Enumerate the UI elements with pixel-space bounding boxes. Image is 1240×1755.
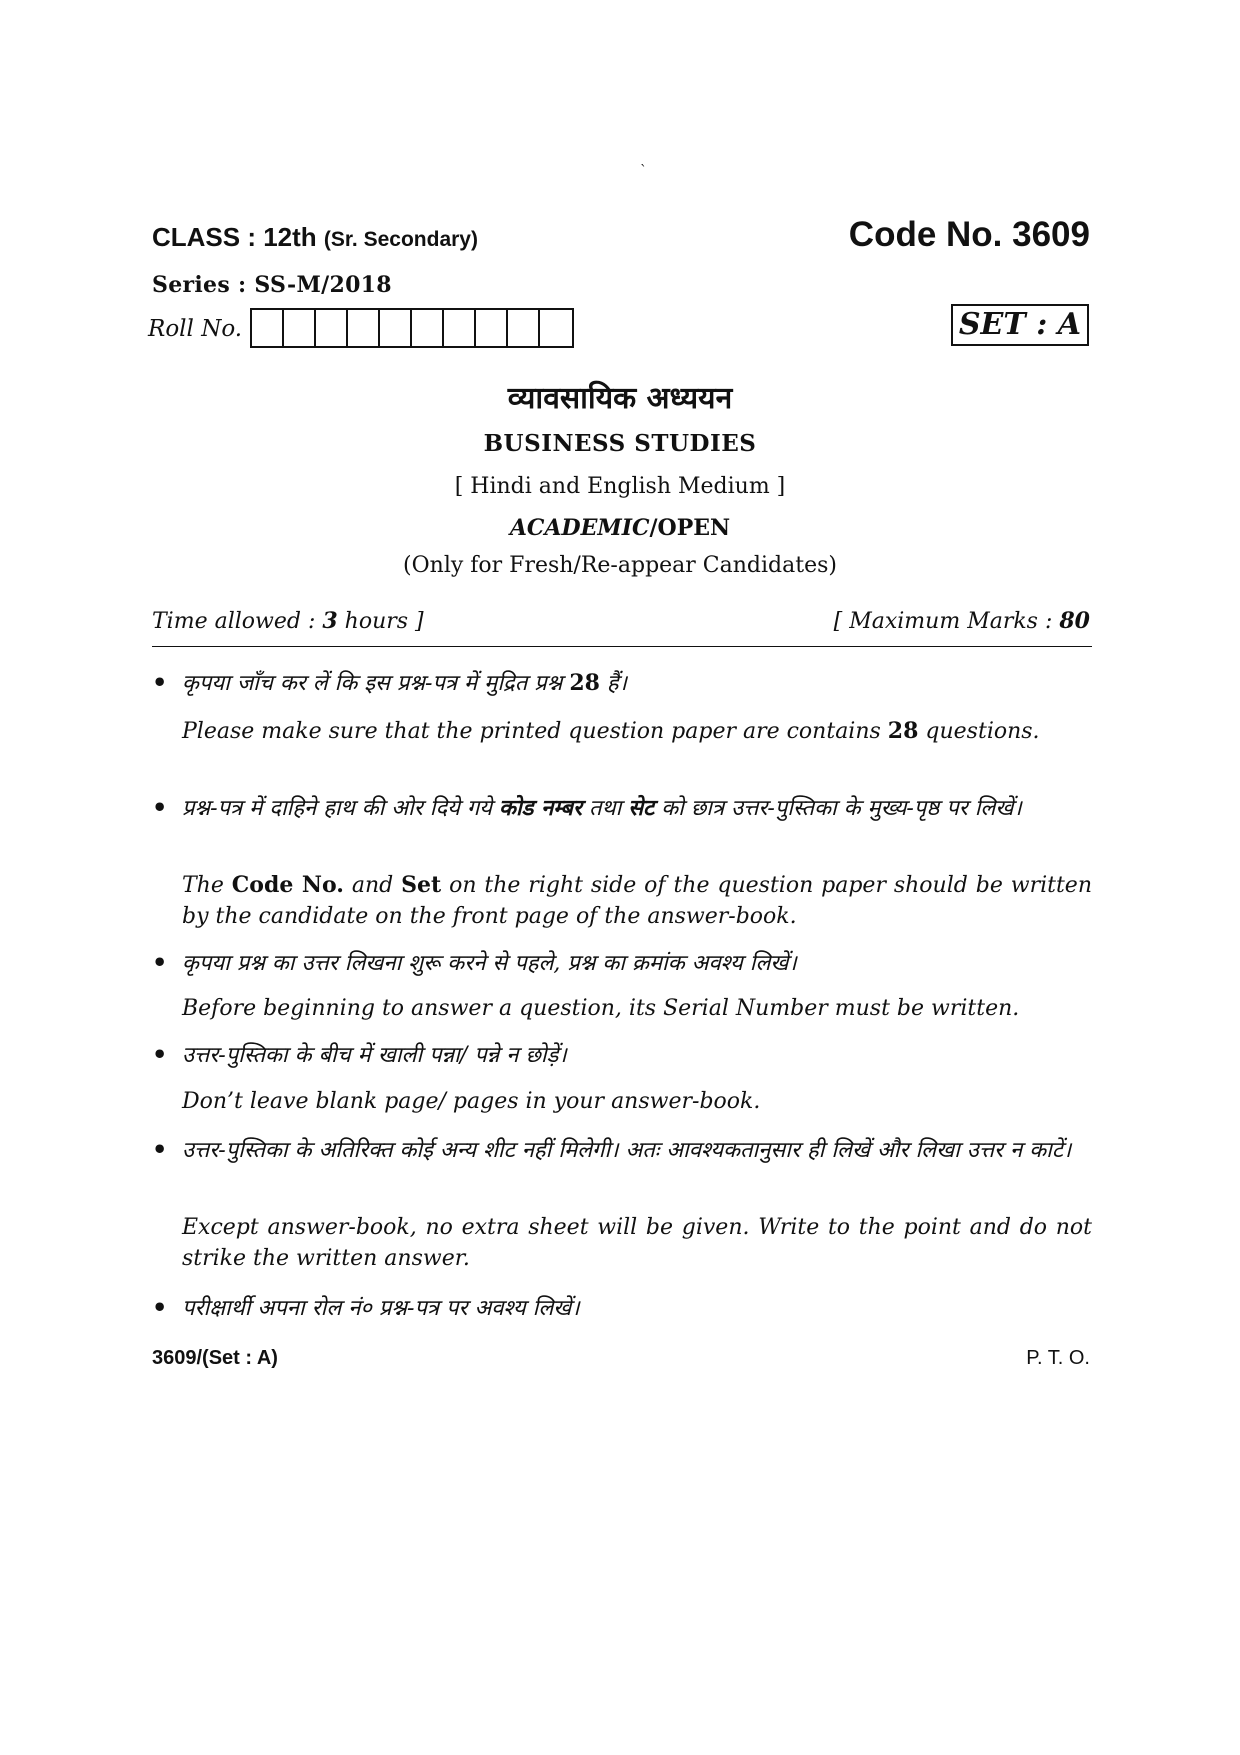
english-text: Please make sure that the printed question paper are contains bbox=[182, 719, 888, 744]
bullet: • bbox=[152, 1135, 168, 1164]
maximum-marks bbox=[834, 608, 1090, 634]
instruction-english: Don’t leave blank page/ pages in your answer-book. bbox=[182, 1089, 761, 1114]
hindi-text: को छात्र उत्तर-पुस्तिका के मुख्य-पृष्ठ पर लिखें। bbox=[654, 796, 1022, 821]
class-text: CLASS : 12th bbox=[152, 222, 317, 252]
medium-note: [ Hindi and English Medium ] bbox=[454, 474, 786, 499]
code-number: Code No. 3609 bbox=[848, 215, 1090, 254]
roll-digit-box[interactable] bbox=[252, 310, 284, 346]
roll-digit-box[interactable] bbox=[348, 310, 380, 346]
english-bold: Set bbox=[401, 872, 442, 898]
instruction-english: Before beginning to answer a question, its Serial Number must be written. bbox=[182, 996, 1020, 1021]
time-prefix: Time allowed : bbox=[152, 609, 323, 634]
series-label: Series : SS-M/2018 bbox=[152, 272, 392, 298]
english-text: questions. bbox=[918, 719, 1040, 744]
roll-number-label: Roll No. bbox=[148, 316, 243, 342]
open-text: /OPEN bbox=[649, 515, 731, 541]
time-allowed bbox=[152, 608, 424, 634]
bullet: • bbox=[152, 1040, 168, 1069]
instruction-english bbox=[182, 716, 1092, 747]
hindi-text: तथा bbox=[582, 796, 629, 821]
roll-digit-box[interactable] bbox=[412, 310, 444, 346]
hindi-text: कृपया जाँच कर लें कि इस प्रश्न-पत्र में मुद्रित प्रश्न bbox=[182, 671, 570, 696]
class-label bbox=[152, 222, 478, 253]
instruction-hindi bbox=[182, 793, 1092, 824]
roll-digit-box[interactable] bbox=[284, 310, 316, 346]
english-text: on the right side of the question paper should be written by the candidate on the front page of the answer-book. bbox=[182, 873, 1092, 929]
english-text: The bbox=[182, 873, 232, 898]
instruction-hindi: कृपया प्रश्न का उत्तर लिखना शुरू करने से पहले, प्रश्न का क्रमांक अवश्य लिखें। bbox=[182, 951, 797, 976]
stray-mark: ` bbox=[640, 163, 647, 179]
instruction-hindi: उत्तर-पुस्तिका के अतिरिक्त कोई अन्य शीट नहीं मिलेगी। अतः आवश्यकतानुसार ही लिखें और लिखा उत्तर न काटें। bbox=[182, 1138, 1072, 1163]
set-label-box: SET : A bbox=[951, 304, 1089, 346]
hindi-bold: कोड नम्बर bbox=[499, 795, 582, 821]
instruction-hindi: उत्तर-पुस्तिका के बीच में खाली पन्ना/ पन्ने न छोड़ें। bbox=[182, 1043, 567, 1068]
instruction-hindi bbox=[182, 668, 1092, 699]
candidate-note: (Only for Fresh/Re-appear Candidates) bbox=[403, 553, 837, 578]
time-value: 3 bbox=[322, 608, 338, 634]
page-turn-note: P. T. O. bbox=[1026, 1347, 1090, 1369]
academic-open-label bbox=[0, 515, 1240, 541]
bullet: • bbox=[152, 668, 168, 697]
subject-title: BUSINESS STUDIES bbox=[483, 430, 757, 457]
hindi-subject-title: व्यावसायिक अध्ययन bbox=[507, 381, 733, 416]
hindi-text: प्रश्न-पत्र में दाहिने हाथ की ओर दिये गये bbox=[182, 796, 500, 821]
class-suffix: (Sr. Secondary) bbox=[323, 228, 478, 251]
marks-value: 80 bbox=[1059, 608, 1090, 634]
roll-digit-box[interactable] bbox=[508, 310, 540, 346]
english-text: and bbox=[343, 873, 402, 898]
time-suffix: hours ] bbox=[337, 609, 424, 634]
roll-number-boxes[interactable] bbox=[250, 308, 574, 348]
roll-digit-box[interactable] bbox=[444, 310, 476, 346]
english-bold: 28 bbox=[887, 718, 919, 744]
marks-prefix: [ Maximum Marks : bbox=[833, 609, 1060, 634]
bullet: • bbox=[152, 793, 168, 822]
english-bold: Code No. bbox=[231, 872, 344, 898]
hindi-bold: सेट bbox=[628, 795, 655, 821]
instruction-english bbox=[182, 870, 1092, 932]
roll-digit-box[interactable] bbox=[476, 310, 508, 346]
hindi-bold: 28 bbox=[569, 670, 600, 696]
instruction-english: Except answer-book, no extra sheet will be given. Write to the point and do not strike the written answer. bbox=[182, 1215, 1092, 1271]
divider-rule bbox=[152, 646, 1092, 647]
bullet: • bbox=[152, 1293, 168, 1322]
academic-text: ACADEMIC bbox=[509, 515, 650, 541]
bullet: • bbox=[152, 948, 168, 977]
footer-code: 3609/(Set : A) bbox=[152, 1347, 278, 1369]
hindi-text: हैं। bbox=[599, 671, 627, 696]
roll-digit-box[interactable] bbox=[316, 310, 348, 346]
roll-digit-box[interactable] bbox=[540, 310, 572, 346]
roll-digit-box[interactable] bbox=[380, 310, 412, 346]
instruction-hindi: परीक्षार्थी अपना रोल नं० प्रश्न-पत्र पर अवश्य लिखें। bbox=[182, 1296, 580, 1321]
